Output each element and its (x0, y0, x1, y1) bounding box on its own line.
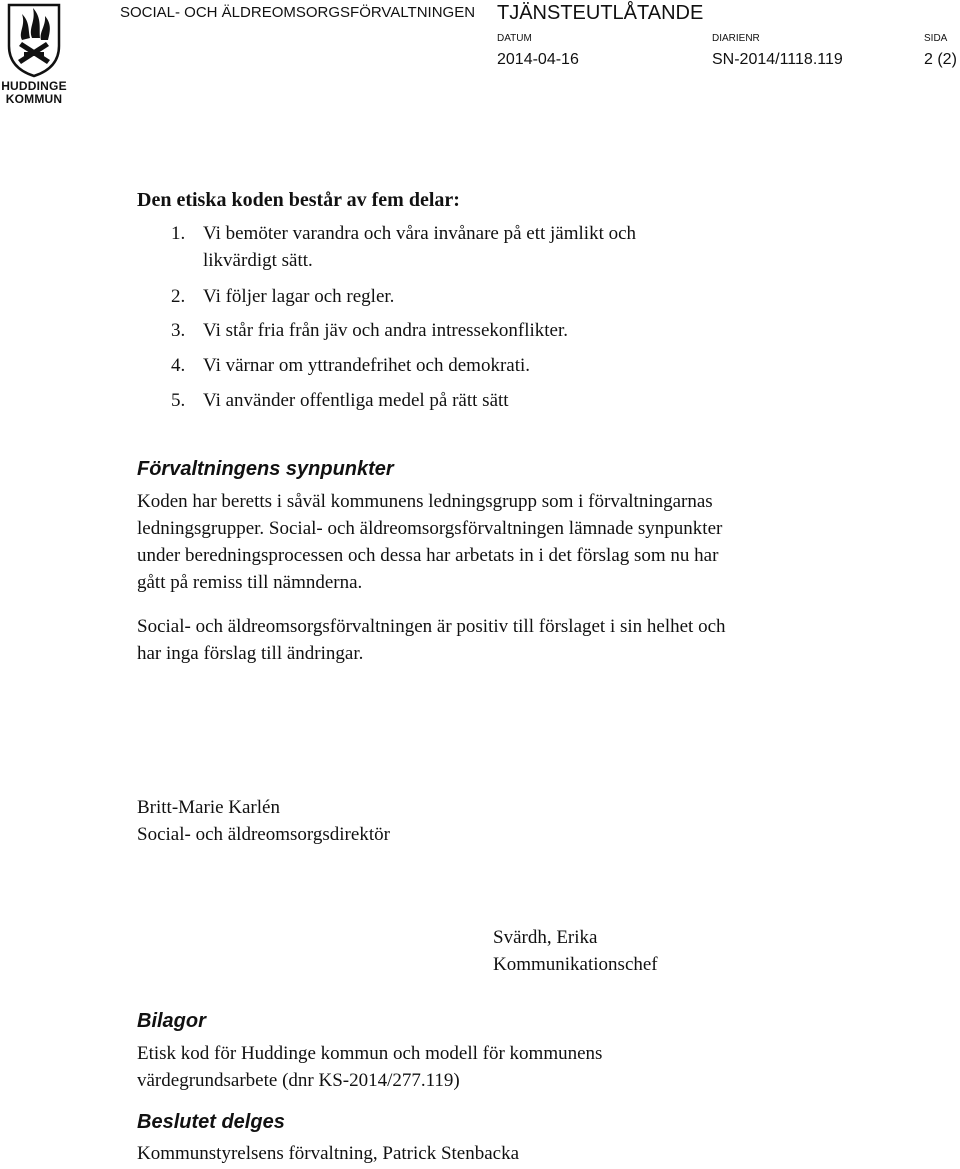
paragraph-line: under beredningsprocessen och dessa har arbetats in i det förslag som nu har (137, 545, 719, 566)
date-value: 2014-04-16 (497, 51, 579, 68)
code-list (171, 220, 871, 414)
chief-title: Kommunikationschef (493, 954, 658, 975)
viewpoints-paragraph-1 (137, 488, 917, 596)
list-item-text: Vi värnar om yttrandefrihet och demokrati. (203, 355, 531, 376)
list-item (171, 387, 871, 414)
director-signature (137, 794, 390, 848)
list-item-text: Vi bemöter varandra och våra invånare på ett jämlikt och (203, 223, 637, 244)
attachments-heading: Bilagor (137, 1010, 206, 1032)
list-item-number: 2. (171, 286, 186, 307)
logo-text-line2: KOMMUN (5, 92, 63, 106)
director-name: Britt-Marie Karlén (137, 797, 280, 818)
paragraph-line: gått på remiss till nämnderna. (137, 572, 363, 593)
attachment-line: Etisk kod för Huddinge kommun och modell för kommunens (137, 1043, 603, 1064)
paragraph-line: ledningsgrupper. Social- och äldreomsorgsförvaltningen lämnade synpunkter (137, 518, 723, 539)
list-item-text: Vi använder offentliga medel på rätt sätt (203, 390, 509, 411)
huddinge-logo (0, 0, 68, 110)
list-item (171, 283, 871, 310)
paragraph-line: har inga förslag till ändringar. (137, 643, 364, 664)
list-item-text: Vi följer lagar och regler. (203, 286, 395, 307)
page-number: 2 (2) (924, 51, 957, 68)
list-item-number: 5. (171, 390, 186, 411)
date-label: DATUM (497, 33, 532, 44)
code-intro: Den etiska koden består av fem delar: (137, 189, 460, 211)
distribution-heading: Beslutet delges (137, 1111, 285, 1133)
page-label: SIDA (924, 33, 948, 44)
list-item (171, 220, 871, 274)
logo-text-line1: HUDDINGE (1, 79, 67, 93)
viewpoints-paragraph-2 (137, 613, 917, 667)
director-title: Social- och äldreomsorgsdirektör (137, 824, 390, 845)
diary-number-value: SN-2014/1118.119 (712, 51, 843, 68)
list-item-number: 1. (171, 223, 186, 244)
list-item (171, 317, 871, 344)
coat-of-arms-icon (6, 2, 62, 78)
diary-number-label: DIARIENR (712, 33, 760, 44)
list-item-number: 4. (171, 355, 186, 376)
document-type: TJÄNSTEUTLÅTANDE (497, 2, 704, 24)
paragraph-line: Koden har beretts i såväl kommunens ledningsgrupp som i förvaltningarnas (137, 491, 713, 512)
department-name: SOCIAL- OCH ÄLDREOMSORGSFÖRVALTNINGEN (120, 4, 476, 21)
attachments-text (137, 1040, 917, 1094)
chief-name: Svärdh, Erika (493, 927, 598, 948)
viewpoints-heading: Förvaltningens synpunkter (137, 458, 394, 480)
distribution-recipient: Kommunstyrelsens förvaltning, Patrick Stenbacka (137, 1143, 520, 1164)
list-item-text: Vi står fria från jäv och andra intressekonflikter. (203, 320, 568, 341)
list-item (171, 352, 871, 379)
chief-signature (493, 924, 658, 978)
attachment-line: värdegrundsarbete (dnr KS-2014/277.119) (137, 1070, 460, 1091)
paragraph-line: Social- och äldreomsorgsförvaltningen är positiv till förslaget i sin helhet och (137, 616, 726, 637)
list-item-text: likvärdigt sätt. (203, 250, 313, 271)
list-item-number: 3. (171, 320, 186, 341)
